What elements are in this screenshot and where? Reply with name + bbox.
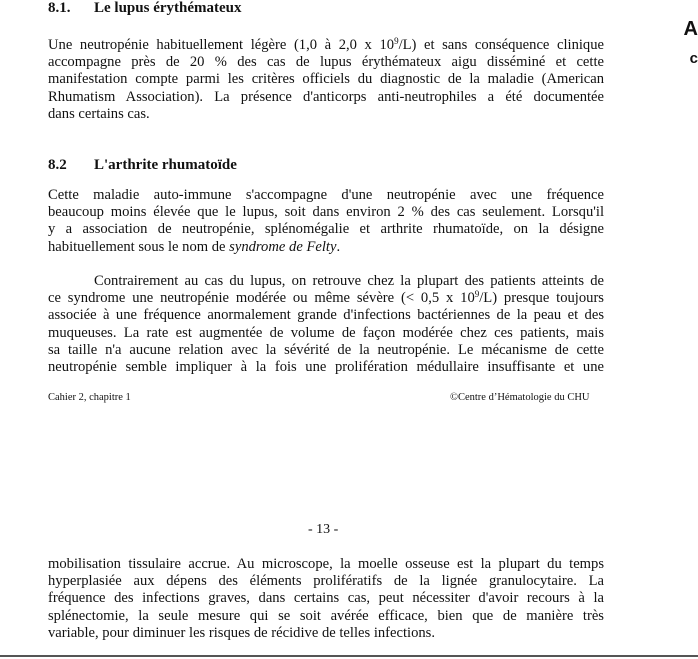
section-number: 8.1. [48, 0, 71, 16]
section-heading-8-1 [48, 0, 242, 17]
text-line: variable, pour diminuer les risques de récidive de telles infections. [48, 624, 436, 641]
emphasis-syndrome: syndrome de Felty [229, 238, 337, 255]
section-title: L'arthrite rhumatoïde [94, 157, 237, 173]
text-line: splénectomie, la seule mesure qui se soit avérée efficace, bien que de manière très [48, 607, 604, 624]
paragraph-arthrite-2 [48, 273, 604, 376]
edge-glyph-c: c [689, 50, 698, 67]
text-line: associée à une fréquence anormalement grande d'infections bactériennes de la peau et des [48, 307, 604, 324]
text-line: Rhumatism Association). La présence d'anticorps anti-neutrophiles a été documentée [48, 88, 604, 105]
text-line: ce syndrome une neutropénie modérée ou même sévère (< 0,5 x $10^9/L$) presque toujours [48, 289, 604, 307]
page-bottom-border [0, 655, 698, 657]
footer-right: ©Centre d’Hématologie du CHU [450, 392, 590, 403]
text-line: habituellement sous le nom de syndrome de Felty. [48, 238, 341, 255]
text-line: y a association de neutropénie, splénomégalie et arthrite rhumatoïde, on la désigne [48, 221, 604, 238]
text-line: fréquence des infections graves, dans certains cas, peut nécessiter d'avoir recours à la [48, 590, 604, 607]
text-line: manifestation compte parmi les critères officiels du diagnostic de la maladie (American [48, 71, 604, 88]
text-line: dans certains cas. [48, 105, 150, 122]
page-number: - 13 - [308, 522, 339, 537]
paragraph-continuation [48, 556, 604, 642]
text-line: muqueuses. La rate est augmentée de volume de façon modérée chez ces patients, mais [48, 324, 604, 341]
section-heading-8-2 [48, 157, 237, 174]
paragraph-arthrite-1 [48, 187, 604, 256]
text-line: Cette maladie auto-immune s'accompagne d'une neutropénie avec une fréquence [48, 187, 604, 203]
text-line: sa taille n'a aucune relation avec la sévérité de la neutropénie. Le mécanisme de cette [48, 341, 604, 358]
text-line: neutropénie semble impliquer à la fois une prolifération médullaire insuffisante et une [48, 359, 604, 376]
text-line: hyperplasiée aux dépens des éléments prolifératifs de la lignée granulocytaire. La [48, 573, 604, 590]
footer-left: Cahier 2, chapitre 1 [48, 392, 131, 403]
text-line: Contrairement au cas du lupus, on retrouve chez la plupart des patients atteints de [94, 273, 604, 289]
section-number: 8.2 [48, 157, 67, 173]
section-title: Le lupus érythémateux [94, 0, 242, 16]
paragraph-lupus [48, 37, 604, 123]
edge-glyph-a: A [683, 18, 698, 40]
text-line: accompagne près de 20 % des cas de lupus érythémateux aigu disséminé et cette [48, 54, 604, 71]
text-line: beaucoup moins élevée que le lupus, soit dans environ 2 % des cas seulement. Lorsqu'il [48, 204, 604, 221]
text-line: Une neutropénie habituellement légère (1,0 à 2,0 x $10^9/L$) et sans conséquence clinique [48, 36, 605, 53]
text-line: mobilisation tissulaire accrue. Au microscope, la moelle osseuse est la plupart du temps [48, 556, 604, 572]
